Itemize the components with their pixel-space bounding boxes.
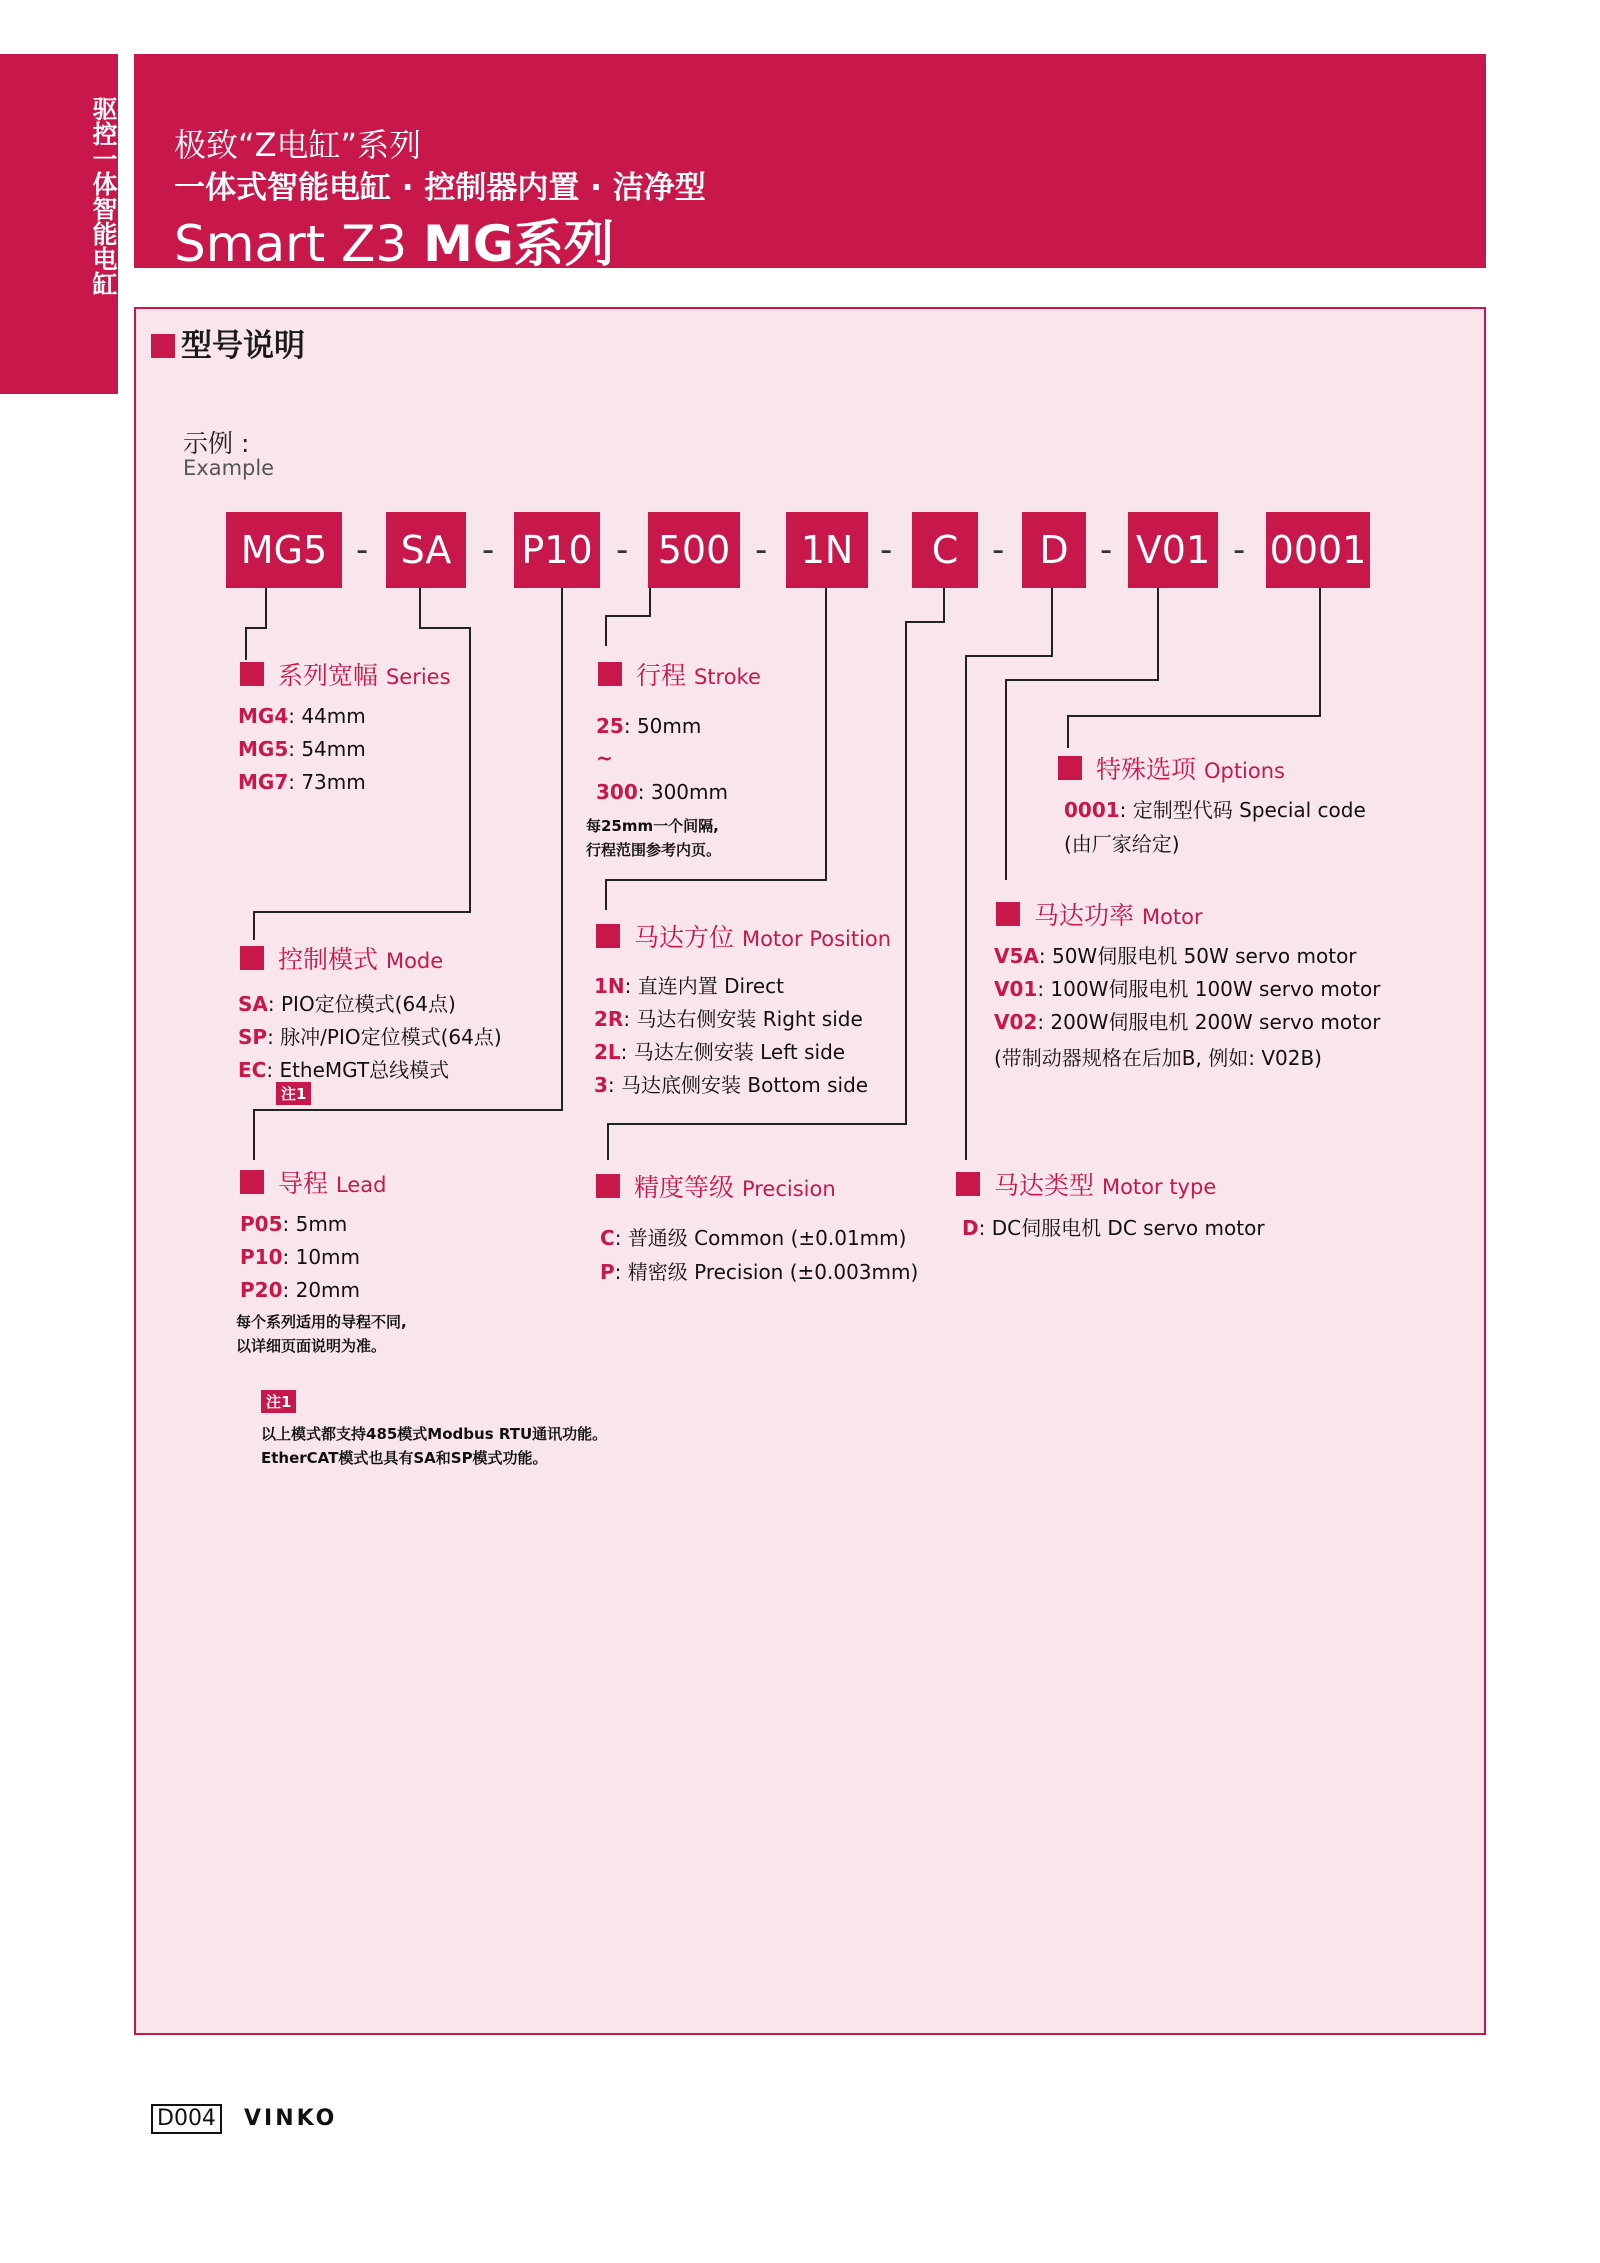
motor-title: 马达功率 Motor <box>996 896 1203 932</box>
lead-item: P20: 20mm <box>240 1278 361 1302</box>
lead-item: P10: 10mm <box>240 1245 361 1269</box>
connector-motor-type <box>966 588 1052 1160</box>
square-bullet-icon <box>240 946 264 970</box>
motor-type-title: 马达类型 Motor type <box>956 1166 1216 1202</box>
header-subtitle: 极致“Z电缸”系列 <box>174 126 422 164</box>
series-item: MG7: 73mm <box>238 770 366 794</box>
footnote-text: 以上模式都支持485模式Modbus RTU通讯功能。 EtherCAT模式也具有SA和SP模式功能。 <box>261 1425 608 1467</box>
stroke-item: ~ <box>596 746 613 770</box>
connector-options <box>1068 588 1320 748</box>
lead-item: P05: 5mm <box>240 1212 348 1236</box>
precision-title: 精度等级 Precision <box>596 1168 836 1204</box>
side-tab-label: 驱控一体智能电缸 <box>89 96 118 296</box>
header-tagline: 一体式智能电缸 · 控制器内置 · 洁净型 <box>174 170 706 206</box>
connector-series <box>246 588 266 660</box>
motor-position-item: 3: 马达底侧安装 Bottom side <box>594 1073 869 1097</box>
motor-type-item: D: DC伺服电机 DC servo motor <box>962 1216 1265 1240</box>
square-bullet-icon <box>956 1172 980 1196</box>
code-box-stroke: 500 <box>648 512 740 588</box>
page-code: D004 <box>151 2104 222 2134</box>
motor-position-item: 2L: 马达左侧安装 Left side <box>594 1040 846 1064</box>
example-sublabel: Example <box>183 456 275 480</box>
code-dash: - <box>880 530 893 570</box>
square-bullet-icon <box>596 1174 620 1198</box>
code-box-lead: P10 <box>514 512 600 588</box>
connector-mode <box>254 588 470 940</box>
motor-position-title: 马达方位 Motor Position <box>596 918 891 954</box>
code-box-options: 0001 <box>1266 512 1370 588</box>
motor-item: V01: 100W伺服电机 100W servo motor <box>994 977 1381 1001</box>
precision-item: C: 普通级 Common (±0.01mm) <box>600 1226 907 1250</box>
square-bullet-icon <box>598 662 622 686</box>
header-title-prefix: Smart Z3 <box>174 215 424 273</box>
motor-item: V5A: 50W伺服电机 50W servo motor <box>994 944 1357 968</box>
code-dash: - <box>356 530 369 570</box>
stroke-title: 行程 Stroke <box>598 656 761 692</box>
connector-stroke <box>606 588 650 646</box>
series-item: MG5: 54mm <box>238 737 366 761</box>
motor-item: V02: 200W伺服电机 200W servo motor <box>994 1010 1381 1034</box>
mode-item: EC: EtheMGT总线模式 <box>238 1058 450 1082</box>
stroke-item: 25: 50mm <box>596 714 702 738</box>
mode-note-tag: 注1 <box>276 1082 311 1105</box>
footnote-tag: 注1 <box>261 1390 296 1413</box>
stroke-note: 每25mm一个间隔, 行程范围参考内页。 <box>586 817 722 859</box>
lead-note: 每个系列适用的导程不同, 以详细页面说明为准。 <box>236 1313 407 1355</box>
code-box-mode: SA <box>386 512 466 588</box>
code-box-series: MG5 <box>226 512 342 588</box>
square-bullet-icon <box>996 902 1020 926</box>
code-box-precision: C <box>912 512 978 588</box>
precision-item: P: 精密级 Precision (±0.003mm) <box>600 1260 919 1284</box>
code-dash: - <box>1233 530 1246 570</box>
code-dash: - <box>1100 530 1113 570</box>
code-dash: - <box>482 530 495 570</box>
square-bullet-icon <box>240 662 264 686</box>
options-title: 特殊选项 Options <box>1058 750 1285 786</box>
code-box-motor-type: D <box>1022 512 1086 588</box>
motor-position-item: 1N: 直连内置 Direct <box>594 974 784 998</box>
series-item: MG4: 44mm <box>238 704 366 728</box>
section-title-text: 型号说明 <box>181 328 305 364</box>
options-item: (由厂家给定) <box>1064 832 1180 856</box>
options-item: 0001: 定制型代码 Special code <box>1064 798 1366 822</box>
stroke-item: 300: 300mm <box>596 780 728 804</box>
code-dash: - <box>616 530 629 570</box>
lead-title: 导程 Lead <box>240 1164 386 1200</box>
mode-item: SA: PIO定位模式(64点) <box>238 992 456 1016</box>
square-bullet-icon <box>240 1170 264 1194</box>
mode-item: SP: 脉冲/PIO定位模式(64点) <box>238 1025 502 1049</box>
code-box-motor-position: 1N <box>786 512 868 588</box>
header-title-bold: MG系列 <box>423 215 614 273</box>
mode-title: 控制模式 Mode <box>240 940 443 976</box>
square-bullet-icon <box>1058 756 1082 780</box>
brand-name: VINKO <box>244 2106 338 2131</box>
code-dash: - <box>992 530 1005 570</box>
motor-position-item: 2R: 马达右侧安装 Right side <box>594 1007 863 1031</box>
code-dash: - <box>755 530 768 570</box>
example-label: 示例 : <box>183 429 250 458</box>
code-box-motor: V01 <box>1128 512 1218 588</box>
series-title: 系列宽幅 Series <box>240 656 451 692</box>
square-bullet-icon <box>596 924 620 948</box>
motor-item: (带制动器规格在后加B, 例如: V02B) <box>994 1046 1322 1070</box>
